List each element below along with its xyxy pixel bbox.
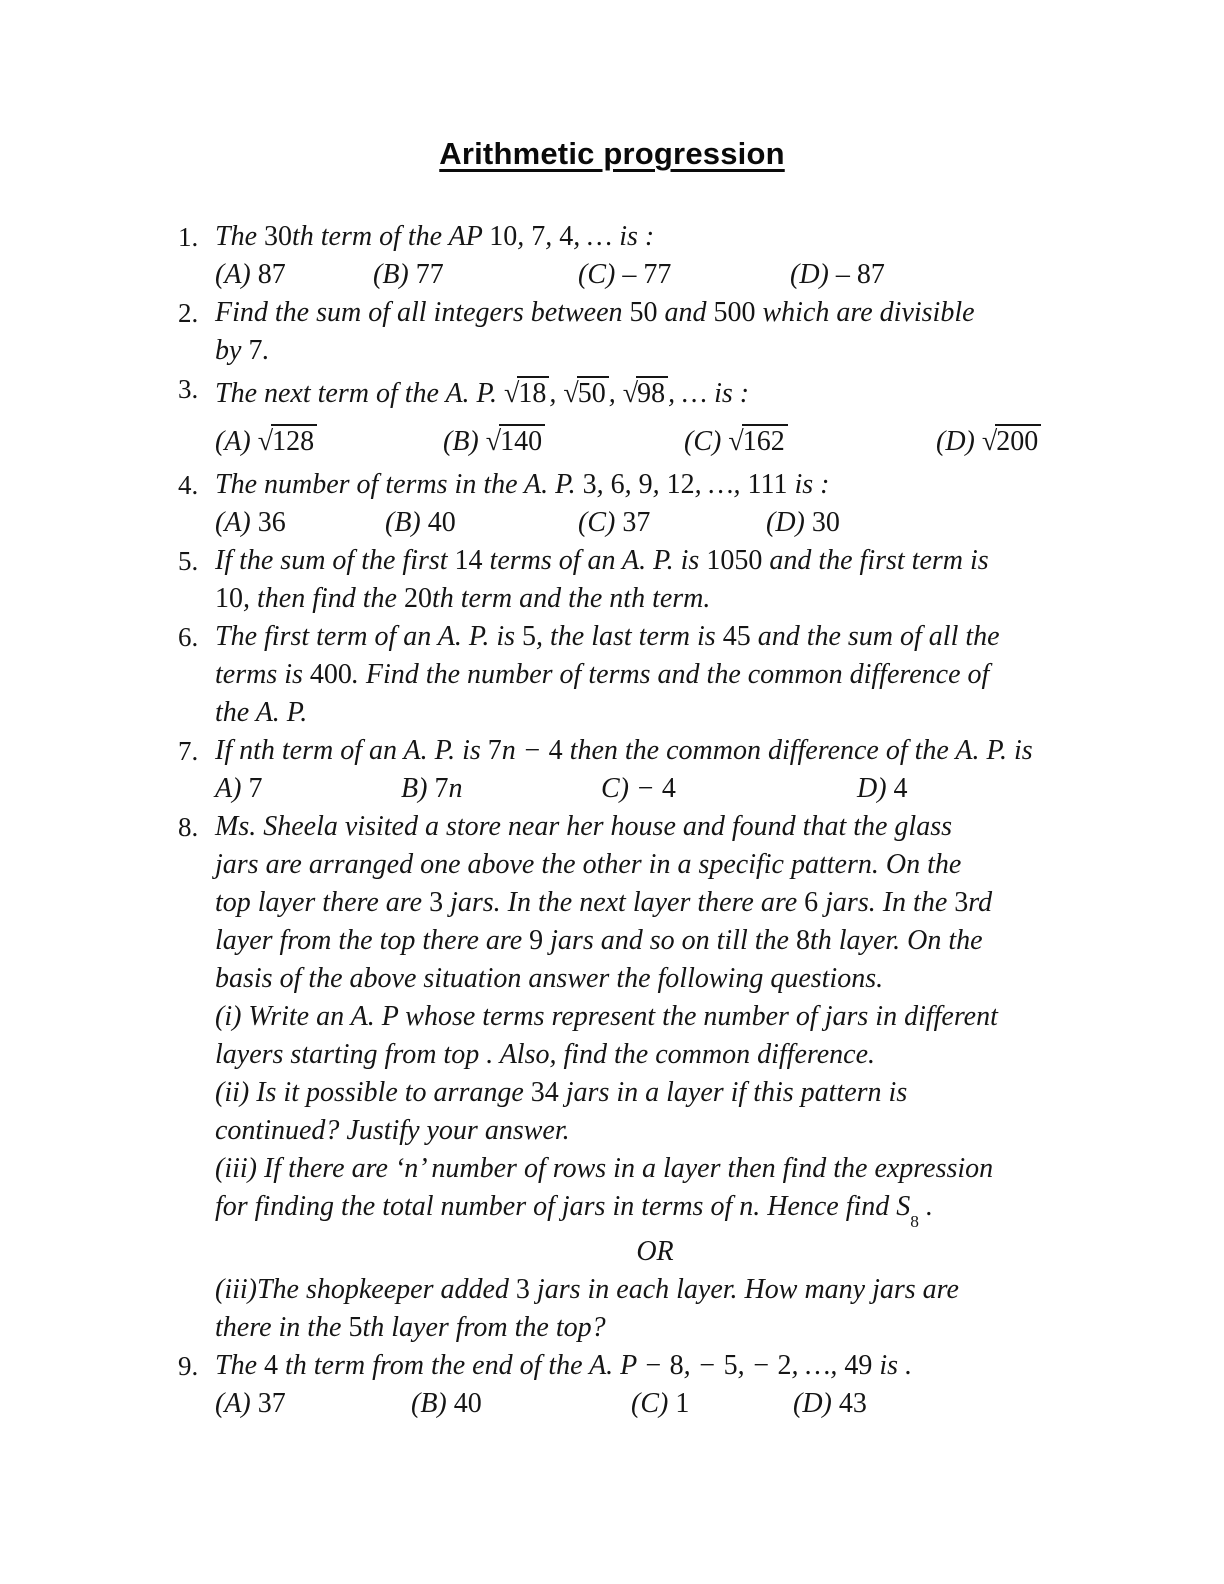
question-number: 3. [178,374,199,404]
option-a: (A) 36 [215,507,286,538]
sqrt-expression: √140 [486,426,545,457]
options-row [215,770,1164,808]
option-d: D) 4 [857,773,908,804]
radical-sign-icon: √ [485,426,502,457]
question-number: 5. [178,546,199,576]
question-text [215,618,1164,732]
sqrt-expression: √200 [982,426,1041,457]
text-line: layer from the top there are 9 jars and so on till the 8th layer. On the [215,925,983,956]
or-divider: OR [636,1236,674,1267]
question-number: 9. [178,1351,199,1381]
question-part-i [215,998,1164,1074]
radical-sign-icon: √ [504,378,520,409]
question-2 [178,294,1164,370]
text-line: layers starting from top . Also, find the common difference. [215,1039,876,1070]
radical-sign-icon: √ [563,378,579,409]
option-d: (D) √200 [936,418,1041,466]
text-line: 10, then find the 20th term and the nth term. [215,583,711,614]
question-4 [178,466,1164,542]
question-8 [178,808,1164,1347]
text-line: top layer there are 3 jars. In the next layer there are 6 jars. In the 3rd [215,887,993,918]
option-b: (B) √140 [443,418,684,466]
question-number: 6. [178,622,199,652]
option-c: (C) 37 [578,507,651,538]
worksheet-body [178,218,1164,1423]
question-number: 1. [178,222,199,252]
text-line: (i) Write an A. P whose terms represent the number of jars in different [215,1001,998,1032]
option-c: (C) – 77 [578,259,672,290]
option-a: (A) √128 [215,418,443,466]
text-line: the A. P. [215,697,308,728]
question-part-ii [215,1074,1164,1150]
text-line: If the sum of the first 14 terms of an A. P. is 1050 and the first term is [215,545,989,576]
option-b: (B) 40 [411,1388,482,1419]
question-text [215,808,1164,998]
option-d: (D) – 87 [790,259,885,290]
question-text: The number of terms in the A. P. 3, 6, 9, 12, …, 111 is : [215,469,830,500]
text-line: The first term of an A. P. is 5, the last term is 45 and the sum of all the [215,621,1000,652]
question-part-iii: (iii) If there are ‘n’ number of rows in a layer then find the expression for finding the total number of jars in terms of n. Hence find $S_8$ . [215,1153,994,1232]
text-line: there in the 5th layer from the top? [215,1312,606,1343]
question-9 [178,1347,1164,1423]
radical-sign-icon: √ [257,426,274,457]
options-row [215,504,1164,542]
text-line: jars are arranged one above the other in a specific pattern. On the [215,849,962,880]
text-line: Find the sum of all integers between 50 and 500 which are divisible [215,297,975,328]
option-a: (A) 37 [215,1388,286,1419]
text-line: Ms. Sheela visited a store near her house and found that the glass [215,811,952,842]
option-d: (D) 43 [793,1388,867,1419]
question-number: 4. [178,470,199,500]
question-text: If nth term of an A. P. is 7n − 4 then the common difference of the A. P. is [215,735,1033,766]
sqrt-expression: √162 [728,426,787,457]
option-b: B) 7n [401,773,463,804]
question-number: 2. [178,298,199,328]
radical-sign-icon: √ [622,378,639,409]
option-d: (D) 30 [766,507,840,538]
sqrt-expression: √98 [623,378,668,409]
question-5 [178,542,1164,618]
options-row [215,1385,1164,1423]
text-line: by 7. [215,335,270,366]
sqrt-expression: √128 [258,426,317,457]
option-b: (B) 40 [385,507,456,538]
question-part-iii-alt [215,1271,1164,1347]
text-line: terms is 400. Find the number of terms and the common difference of [215,659,990,690]
question-1 [178,218,1164,294]
text-line: (ii) Is it possible to arrange 34 jars in a layer if this pattern is [215,1077,908,1108]
question-7 [178,732,1164,808]
question-text: The next term of the A. P. √18 , √50 , √98 , … is : [215,378,750,409]
question-text [215,542,1164,618]
option-c: (C) √162 [684,418,936,466]
document-header [0,0,1224,172]
options-row [215,256,1164,294]
option-c: (C) 1 [631,1388,690,1419]
sqrt-expression: √18 [504,378,549,409]
option-a: (A) 87 [215,259,286,290]
radical-sign-icon: √ [728,426,744,457]
question-text: The 30th term of the AP 10, 7, 4, … is : [215,221,655,252]
option-b: (B) 77 [373,259,444,290]
s8-subscript: 8 [910,1212,919,1232]
question-text: The 4 th term from the end of the A. P − 8, − 5, − 2, …, 49 is . [215,1350,913,1381]
question-number: 7. [178,736,199,766]
radical-sign-icon: √ [981,426,998,457]
page-title: Arithmetic progression [439,136,785,171]
text-line: continued? Justify your answer. [215,1115,570,1146]
option-a: A) 7 [215,773,263,804]
question-6 [178,618,1164,732]
options-row [215,418,1164,466]
option-c: C) − 4 [601,773,676,804]
sqrt-expression: √50 [563,378,608,409]
text-line: basis of the above situation answer the following questions. [215,963,884,994]
question-3 [178,370,1164,466]
question-text [215,294,1164,370]
text-line: (iii)The shopkeeper added 3 jars in each layer. How many jars are [215,1274,959,1305]
question-number: 8. [178,812,199,842]
